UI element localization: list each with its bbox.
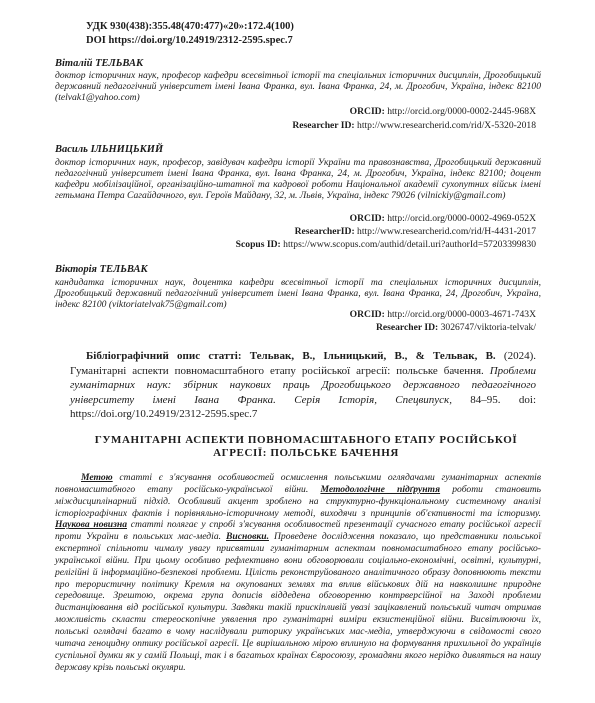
author-3-name: Вікторія ТЕЛЬВАК [55, 264, 148, 275]
novelty-label: Наукова новизна [55, 519, 127, 531]
author-1-orcid [350, 106, 536, 117]
researcher-id-label: Researcher ID: [375, 322, 439, 333]
author-3-orcid [350, 309, 536, 320]
author-3-affiliation: кандидатка історичних наук, доцентка кафедри всесвітньої історії та спеціальних історичних дисциплін, Дрогобицький державний педагогічний університет імені Івана Франка, вул. Івана Франка, 24, Дрогобич, Україна, індекс 82100 (viktoriatelvak75@gmail.com) [55, 277, 541, 310]
author-2-name: Василь ІЛЬНИЦЬКИЙ [55, 144, 164, 155]
method-label: Методологічне підґрунтя [320, 483, 441, 495]
conclusions-label: Висновки. [226, 531, 269, 543]
bibliographic-description [70, 349, 536, 422]
article-title: ГУМАНІТАРНІ АСПЕКТИ ПОВНОМАСШТАБНОГО ЕТАПУ РОСІЙСЬКОЇ АГРЕСІЇ: ПОЛЬСЬКЕ БАЧЕННЯ [94, 434, 518, 459]
method-text: роботи становить міждисциплінарний підхід. Особливий акцент зроблено на структурно-функціональному системному аналізі історіографічних фактів і порівняльно-історичному методі, виходячи з принципів об'єктивності та історизму. [55, 483, 542, 519]
author-2-orcid [350, 213, 536, 224]
author-1-name: Віталій ТЕЛЬВАК [55, 58, 144, 69]
biblio-source: Проблеми гуманітарних наук: збірник наукових праць Дрогобицького державного педагогічного університету імені Івана Франка. Серія Історія, Спецвипуск, [70, 364, 536, 406]
orcid-label: ORCID: [349, 213, 385, 224]
orcid-link[interactable]: http://orcid.org/0000-0002-4969-052X [387, 213, 536, 224]
author-2-scopus-id [236, 239, 536, 250]
abstract [55, 472, 541, 673]
author-3-researcher-id [376, 322, 536, 333]
orcid-label: ORCID: [349, 106, 385, 117]
novelty-text: статті полягає у спробі з'ясування особливостей презентації сучасного етапу російської агресії проти України в польських мас-медіа. [55, 519, 541, 543]
researcher-id-label: ResearcherID: [294, 226, 355, 237]
author-2-affiliation: доктор історичних наук, професор, завідувач кафедри історії України та правознавства, Дрогобицький державний педагогічний університет імені Івана Франка, вул. Івана Франка, 24, м. Дрогобич, Україна, індекс 82100; доцент кафедри мобілізаційної, організаційно-штатної та кадрової роботи Національної академії сухопутних військ імені гетьмана Петра Сагайдачного, вул. Героїв Майдану, 32, м. Львів, Україна, індекс 79026 (vilnickiy@gmail.com) [55, 157, 541, 201]
header-block [86, 20, 294, 48]
scopus-id-label: Scopus ID: [235, 239, 281, 250]
researcher-id-link[interactable]: http://www.researcherid.com/rid/H-4431-2017 [357, 226, 536, 237]
author-1-affiliation: доктор історичних наук, професор кафедри всесвітньої історії та спеціальних історичних дисциплін, Дрогобицький державний педагогічний університет імені Івана Франка, вул. Івана Франка, 24, м. Дрогобич, Україна, індекс 82100 (telvak1@yahoo.com) [55, 70, 541, 103]
udc-code: УДК 930(438):355.48(470:477)«20»:172.4(100) [86, 21, 294, 32]
researcher-id-link[interactable]: http://www.researcherid.com/rid/X-5320-2018 [357, 120, 536, 131]
researcher-id-link[interactable]: 3026747/viktoria-telvak/ [440, 322, 536, 333]
goal-label: Метою [81, 472, 113, 483]
orcid-link[interactable]: http://orcid.org/0000-0003-4671-743X [387, 309, 536, 320]
orcid-link[interactable]: http://orcid.org/0000-0002-2445-968X [387, 106, 536, 117]
conclusions-text: Проведене дослідження показало, що представники польської експертної спільноти чималу увагу присвятили гуманітарним аспектам повномасштабного етапу російсько-української війни. При цьому особливо рефлективно вони обговорювали соціально-економічні, освітні, культурні, релігійні й інформаційно-безпекові проблеми. Цілість реконструйованого аналітичного образу доповнюють тексти про терористичну політику Кремля на окупованих землях та вплив військових дій на навколишнє природне середовище. Зрештою, окрема група дописів віддедена обговоренню контрверсійної на Заході проблеми дистанціювання від російської культури. Завдяки такій прискіпливій увазі зацікавлений польський читач отримав можливість скласти стереоскопічне уявлення про гуманітарні виміри екзистенційної війни. Висвітлюючи їх, польські оглядачі багато в чому наслідували риторику українських мас-медіа, утверджуючи в свідомості свого читача геноцидну оптику російської агресії. Це вирішальною мірою вплинуло на формування прихильної до українців суспільної думки як у самій Польщі, так і в багатьох країнах Євросоюзу, громадяни якого нерідко дивляться на нашу державу крізь польські окуляри. [55, 531, 541, 673]
author-1-researcher-id [292, 120, 536, 131]
biblio-label: Бібліографічний опис статті: [86, 350, 242, 362]
biblio-year-title: (2024). Гуманітарні аспекти повномасштабного етапу російської агресії: польське бачення. [70, 350, 536, 377]
orcid-label: ORCID: [349, 309, 385, 320]
scopus-id-link[interactable]: https://www.scopus.com/authid/detail.uri?authorId=57203399830 [283, 239, 536, 250]
researcher-id-label: Researcher ID: [292, 120, 355, 131]
author-2-researcher-id [295, 226, 536, 237]
biblio-pages-doi[interactable]: 84–95. doi: https://doi.org/10.24919/2312-2595.spec.7 [70, 393, 536, 421]
biblio-authors: Тельвак, В., Ільницький, В., & Тельвак, В. [249, 350, 496, 362]
goal-text: статті є з'ясування особливостей осмислення польськими оглядачами гуманітарних аспектів повномасштабного етапу російсько-української війни. [55, 472, 541, 495]
doi-line: DOI https://doi.org/10.24919/2312-2595.spec.7 [86, 35, 293, 46]
